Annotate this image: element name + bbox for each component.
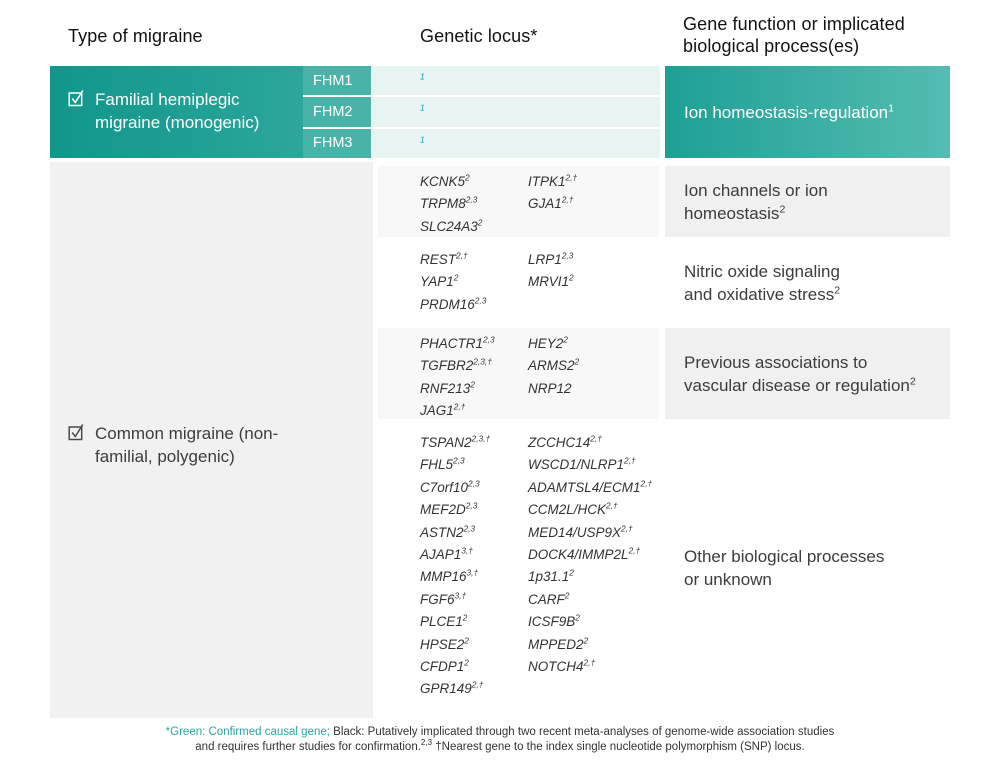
gene-name: $MED14/USP9X^{2,\dagger}$	[528, 523, 633, 540]
gene-name: PRDM16$^{2,3}$	[420, 295, 487, 312]
gene-name: $KCNK5^2$	[420, 172, 470, 189]
familial-function-box	[665, 66, 950, 158]
gene-name: $GPR149^{2,\dagger}$	[420, 679, 484, 697]
gene-list-item	[420, 634, 490, 656]
function-label	[665, 179, 828, 225]
gene-list-column	[528, 171, 577, 216]
function-label	[665, 545, 884, 591]
gene-list-item	[528, 522, 652, 544]
gene-name: 1	[420, 71, 425, 82]
gene-name: $MMP16^{3,\dagger}$	[420, 567, 479, 585]
function-label-line: Nitric oxide signaling	[684, 261, 840, 281]
gene-name: TRPM8$^{2,3}$	[420, 194, 478, 212]
gene-name: ASTN2$^{2,3}$	[420, 523, 476, 540]
gene-name: $TGFBR2^{2,3,\dagger}$	[420, 356, 492, 374]
function-label-line: vascular disease or regulation$^2$	[684, 374, 916, 395]
gene-name: $JAG1^{2,\dagger}$	[420, 401, 466, 419]
gene-name: $MPPED2^2$	[528, 635, 589, 652]
gene-list-item	[528, 271, 574, 293]
gene-name: $FGF6^{3,\dagger}$	[420, 590, 467, 607]
function-label-line: and oxidative stress$^2$	[684, 283, 841, 304]
function-label-line: Other biological processes	[684, 547, 885, 566]
gene-list-column	[420, 249, 486, 316]
column-header-gene-function: Gene function or implicated biological process(es)	[683, 14, 905, 56]
gene-name: FHL5$^{2,3}$	[420, 455, 465, 473]
gene-list-item	[528, 566, 652, 588]
gene-name: $ARMS2^2$	[528, 356, 580, 374]
gene-name: $SLC24A3^2$	[420, 217, 483, 234]
gene-list-item	[420, 678, 490, 700]
gene-list-item	[420, 499, 490, 521]
column-header-genetic-locus: Genetic locus*	[420, 26, 538, 46]
gene-list-item	[528, 656, 652, 678]
gene-list-item	[528, 634, 652, 656]
gene-list-item	[528, 355, 579, 377]
familial-gene-column	[371, 66, 660, 158]
common-migraine-label-group	[68, 422, 291, 468]
gene-list-item	[528, 589, 652, 611]
familial-gene-cell	[371, 95, 660, 126]
common-migraine-cell	[50, 162, 373, 718]
gene-list-item	[420, 454, 490, 476]
gene-list-item	[528, 333, 579, 355]
function-box	[665, 240, 950, 325]
familial-migraine-label: Familial hemiplegic migraine (monogenic)	[95, 90, 260, 132]
gene-name: $MEF2D^{2,3}$	[420, 500, 478, 518]
gene-name: $ZCCHC14^{2,\dagger}$	[528, 433, 602, 450]
checked-checkbox-icon	[68, 89, 86, 158]
gene-list-item	[420, 566, 490, 588]
footnote-green-text: *Green: Confirmed causal gene;	[165, 726, 330, 738]
gene-list-item	[528, 544, 652, 566]
gene-list-item	[420, 656, 490, 678]
gene-name: $TSPAN2^{2,3,\dagger}$	[420, 433, 491, 450]
gene-list-item	[420, 378, 495, 400]
gene-name: C7orf10$^{2,3}$	[420, 478, 480, 495]
gene-list-item	[528, 477, 652, 499]
gene-list-item	[420, 400, 495, 422]
footnote	[0, 725, 1000, 755]
gene-list-item	[420, 171, 482, 193]
gene-name: 1	[420, 102, 425, 113]
gene-list-item	[420, 193, 482, 215]
gene-list-column	[420, 171, 482, 238]
gene-list-item	[420, 611, 490, 633]
gene-list-item	[528, 454, 652, 476]
gene-list-column	[528, 333, 579, 400]
familial-migraine-cell	[50, 66, 303, 158]
gene-name: $REST^{2,\dagger}$	[420, 250, 468, 267]
function-box	[665, 423, 950, 713]
gene-name: $NOTCH4^{2,\dagger}$	[528, 657, 596, 675]
gene-list-item	[528, 171, 577, 193]
gene-name: $GJA1^{2,\dagger}$	[528, 194, 574, 212]
gene-name: $RNF213^2$	[420, 379, 475, 396]
gene-list-item	[420, 544, 490, 566]
gene-name: 1p31.1$^2$	[528, 567, 574, 585]
column-header-type-of-migraine: Type of migraine	[68, 26, 203, 46]
gene-list-item	[528, 249, 574, 271]
fhm-type-label: FHM1	[313, 72, 353, 89]
gene-name: NRP12	[528, 380, 572, 396]
familial-gene-cell	[371, 66, 660, 95]
gene-name: $ITPK1^{2,\dagger}$	[528, 172, 578, 189]
gene-name: $CFDP1^2$	[420, 657, 469, 675]
footnote-line-1	[0, 725, 1000, 740]
gene-list-column	[420, 333, 495, 423]
function-label-line: or unknown	[684, 570, 772, 589]
function-box	[665, 328, 950, 419]
gene-list-item	[528, 193, 577, 215]
gene-list-item	[420, 294, 486, 316]
gene-name: LRP1$^{2,3}$	[528, 250, 574, 267]
gene-list-item	[528, 432, 652, 454]
gene-list-item	[420, 333, 495, 355]
footnote-black-text: Black: Putatively implicated through two recent meta-analyses of genome-wide association studies	[329, 726, 835, 738]
common-migraine-label: Common migraine (non-familial, polygenic)	[95, 424, 279, 466]
function-label-line: Previous associations to	[684, 352, 868, 372]
gene-name: $YAP1^2$	[420, 272, 459, 290]
fhm-type-column	[303, 66, 371, 158]
gene-list-item	[420, 589, 490, 611]
gene-name: $MRVI1^2$	[528, 272, 574, 290]
gene-name: $CCM2L/HCK^{2,\dagger}$	[528, 500, 618, 518]
gene-list-item	[420, 522, 490, 544]
gene-list-column	[420, 432, 490, 701]
fhm-type-label: FHM2	[303, 95, 371, 126]
gene-name: $AJAP1^{3,\dagger}$	[420, 545, 473, 563]
gene-name: CARF$^2$	[528, 590, 570, 607]
gene-name: $WSCD1/NLRP1^{2,\dagger}$	[528, 455, 636, 473]
function-label	[665, 351, 916, 397]
gene-list-item	[420, 216, 482, 238]
gene-list-column	[528, 249, 574, 294]
gene-list-item	[420, 271, 486, 293]
function-label-line: Ion channels or ion	[684, 180, 828, 200]
familial-function-label	[665, 101, 894, 124]
familial-gene-cell	[371, 127, 660, 158]
gene-name: $DOCK4/IMMP2L^{2,\dagger}$	[528, 545, 641, 563]
function-label	[665, 260, 840, 306]
gene-list-item	[420, 432, 490, 454]
gene-list-item	[528, 378, 579, 400]
gene-name: $ADAMTSL4/ECM1^{2,\dagger}$	[528, 478, 653, 495]
gene-list-item	[420, 249, 486, 271]
fhm-type-label: FHM3	[303, 127, 371, 158]
function-box	[665, 166, 950, 237]
gene-name: $PLCE1^2$	[420, 612, 468, 630]
function-label-line: homeostasis$^2$	[684, 202, 786, 223]
footnote-line-2: and requires further studies for confirmation.$^{2,3}$ †Nearest gene to the index single nucleotide polymorphism (SNP) locus.	[195, 738, 805, 753]
gene-list-item	[420, 477, 490, 499]
gene-name: $HEY2^2$	[528, 334, 568, 351]
gene-name: PHACTR1$^{2,3}$	[420, 334, 495, 351]
function-label-line: Ion homeostasis-regulation$^1$	[684, 101, 894, 122]
gene-name: $ICSF9B^2$	[528, 612, 580, 630]
gene-list-item	[528, 499, 652, 521]
gene-list-column	[528, 432, 652, 678]
gene-list-item	[528, 611, 652, 633]
gene-name: $HPSE2^2$	[420, 635, 469, 652]
checked-checkbox-icon	[68, 423, 86, 468]
gene-name: 1	[420, 134, 425, 145]
gene-list-item	[420, 355, 495, 377]
